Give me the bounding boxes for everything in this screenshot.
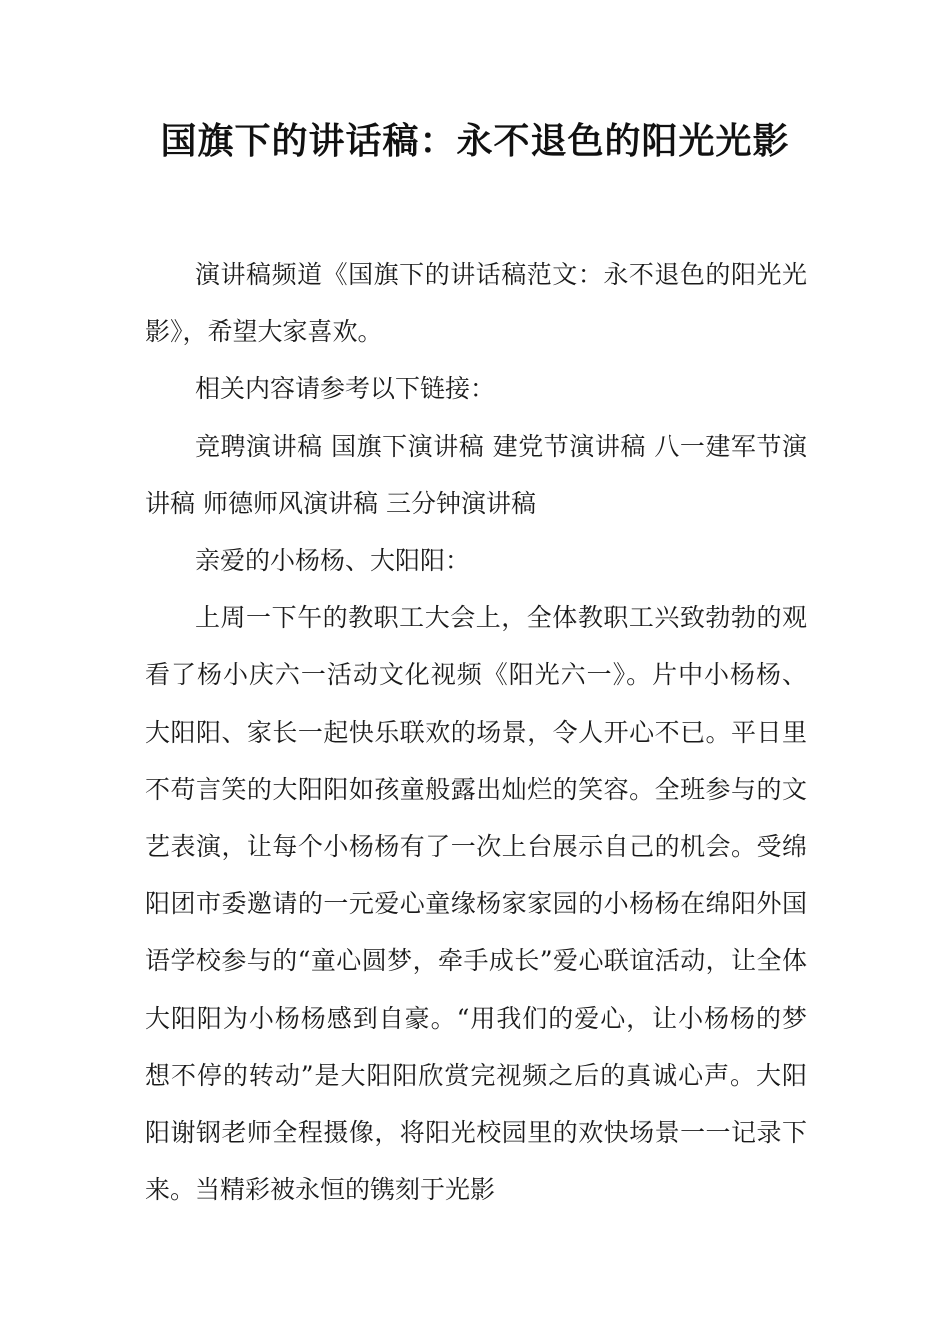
link-three-minute-speech[interactable]: 三分钟演讲稿 (385, 488, 536, 518)
link-army-day-speech[interactable]: 八一建军节演讲稿 (145, 431, 807, 518)
related-links-list (145, 418, 807, 532)
document-body (145, 246, 807, 1218)
intro-paragraph: 演讲稿频道《国旗下的讲话稿范文：永不退色的阳光光影》，希望大家喜欢。 (145, 260, 807, 347)
document-title: 国旗下的讲话稿：永不退色的阳光光影 (160, 121, 790, 162)
link-party-day-speech[interactable]: 建党节演讲稿 (492, 431, 646, 461)
link-flag-speech[interactable]: 国旗下演讲稿 (331, 431, 485, 461)
link-jingpin-speech[interactable]: 竞聘演讲稿 (195, 431, 323, 461)
link-teacher-ethics-speech[interactable]: 师德师风演讲稿 (202, 488, 378, 518)
main-paragraph: 上周一下午的教职工大会上，全体教职工兴致勃勃的观看了杨小庆六一活动文化视频《阳光六一》。片中小杨杨、大阳阳、家长一起快乐联欢的场景，令人开心不已。平日里不苟言笑的大阳阳如孩童般露出灿烂的笑容。全班参与的文艺表演，让每个小杨杨有了一次上台展示自己的机会。受绵阳团市委邀请的一元爱心童缘杨家家园的小杨杨在绵阳外国语学校参与的“童心圆梦，牵手成长”爱心联谊活动，让全体大阳阳为小杨杨感到自豪。“用我们的爱心，让小杨杨的梦想不停的转动”是大阳阳欣赏完视频之后的真诚心声。大阳阳谢钢老师全程摄像，将阳光校园里的欢快场景一一记录下来。当精彩被永恒的镌刻于光影 (145, 603, 807, 1205)
greeting-line: 亲爱的小杨杨、大阳阳： (195, 546, 471, 576)
related-links-label: 相关内容请参考以下链接： (195, 374, 496, 404)
